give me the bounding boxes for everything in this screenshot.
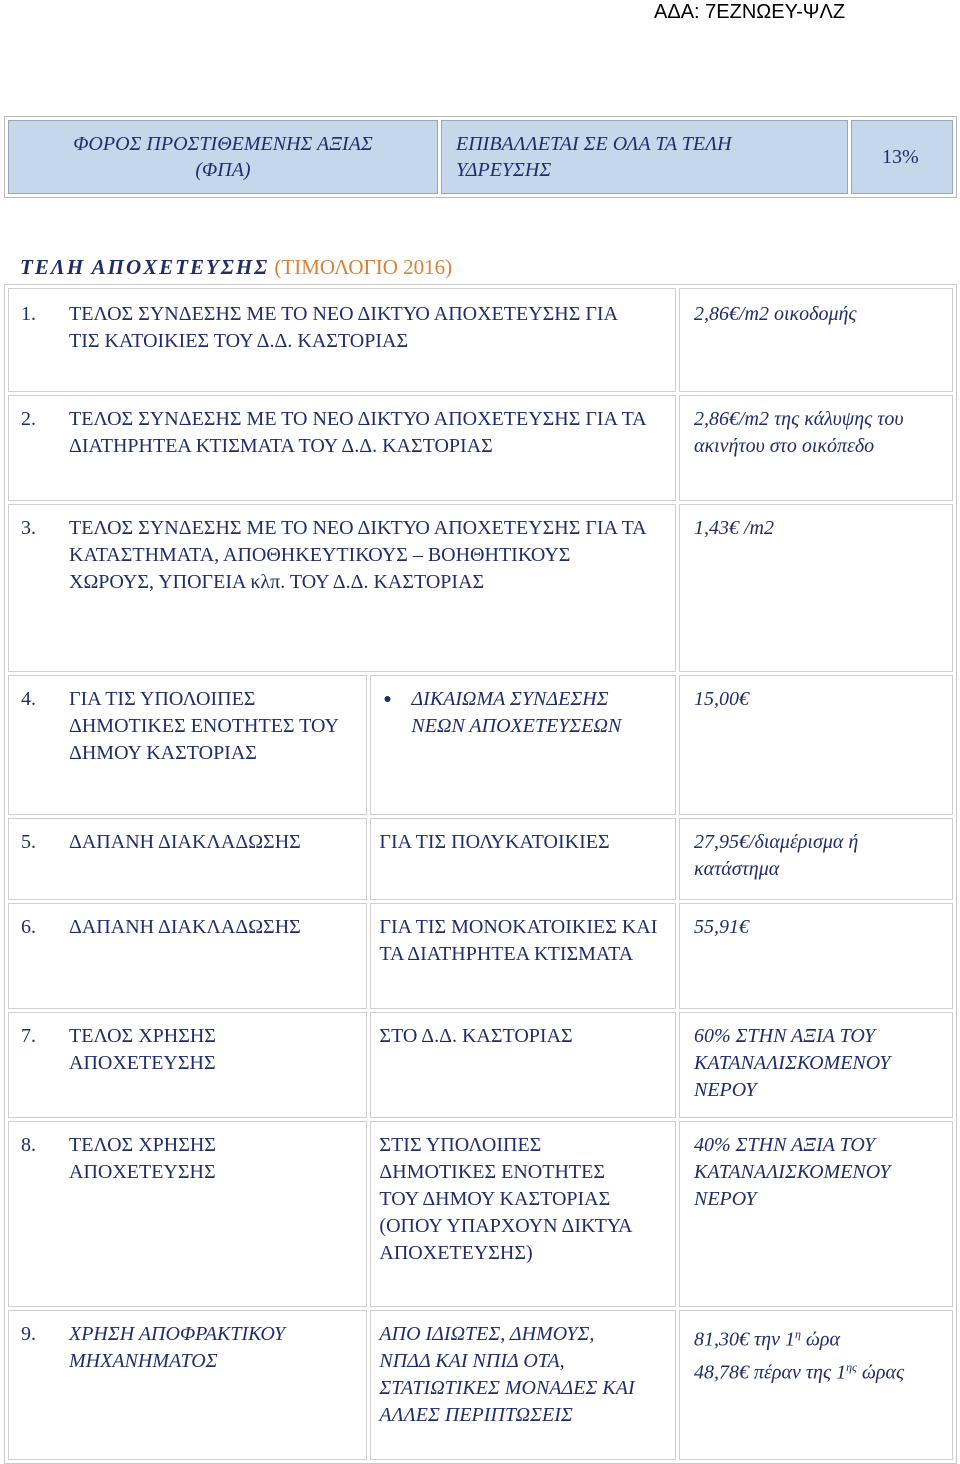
fee-label-cell [8, 903, 367, 1009]
fee-label-cell [8, 1012, 367, 1118]
fee-value: 2,86€/m2 οικοδομής [679, 288, 953, 392]
fee-value: 27,95€/διαμέρισμα ή κατάστημα [679, 818, 953, 900]
row-number: 2. [21, 408, 36, 430]
fee-detail: ΓΙΑ ΤΙΣ ΠΟΛΥΚΑΤΟΙΚΙΕΣ [370, 818, 676, 900]
fee-value [679, 1310, 953, 1460]
fee-value: 40% ΣΤΗΝ ΑΞΙΑ ΤΟΥ ΚΑΤΑΝΑΛΙΣΚΟΜΕΝΟΥ ΝΕΡΟΥ [679, 1121, 953, 1307]
row-number: 5. [21, 831, 36, 853]
fee-detail-cell [370, 1121, 676, 1307]
fee-label: ΔΑΠΑΝΗ ΔΙΑΚΛΑΔΩΣΗΣ [69, 831, 301, 853]
table-row [8, 903, 953, 1009]
fee-label-cell [8, 818, 367, 900]
row-number: 8. [21, 1134, 36, 1156]
section-title: ΤΕΛΗ ΑΠΟΧΕΤΕΥΣΗΣ [20, 255, 270, 279]
fee-value: 55,91€ [679, 903, 953, 1009]
row-number: 4. [21, 688, 36, 710]
fee-label: ΓΙΑ ΤΙΣ ΥΠΟΛΟΙΠΕΣ ΔΗΜΟΤΙΚΕΣ ΕΝΟΤΗΤΕΣ ΤΟΥ ΔΗΜΟΥ ΚΑΣΤΟΡΙΑΣ [69, 688, 339, 764]
fee-detail: ΑΠΟ ΙΔΙΩΤΕΣ, ΔΗΜΟΥΣ, ΝΠΔΔ ΚΑΙ ΝΠΙΔ ΟΤΑ, ΣΤΑΤΙΩΤΙΚΕΣ ΜΟΝΑΔΕΣ ΚΑΙ ΑΛΛΕΣ ΠΕΡΙΠΤΩΣΕΙΣ [379, 1323, 635, 1426]
vat-name: ΦΟΡΟΣ ΠΡΟΣΤΙΘΕΜΕΝΗΣ ΑΞΙΑΣ (ΦΠΑ) [8, 120, 438, 194]
vat-applies: ΕΠΙΒΑΛΛΕΤΑΙ ΣΕ ΟΛΑ ΤΑ ΤΕΛΗ ΥΔΡΕΥΣΗΣ [441, 120, 848, 194]
fee-label-cell [8, 1121, 367, 1307]
row-number: 1. [21, 303, 36, 325]
fee-detail-cell [370, 903, 676, 1009]
fee-detail: ΔΙΚΑΙΩΜΑ ΣΥΝΔΕΣΗΣ ΝΕΩΝ ΑΠΟΧΕΤΕΥΣΕΩΝ [411, 688, 622, 737]
table-row [8, 675, 953, 815]
fee-value: 15,00€ [679, 675, 953, 815]
fee-label: ΤΕΛΟΣ ΣΥΝΔΕΣΗΣ ΜΕ ΤΟ ΝΕΟ ΔΙΚΤΥΟ ΑΠΟΧΕΤΕΥΣΗΣ ΓΙΑ ΤΑ ΚΑΤΑΣΤΗΜΑΤΑ, ΑΠΟΘΗΚΕΥΤΙΚΟΥΣ – ΒΟΗΘΗΤΙΚΟΥΣ ΧΩΡΟΥΣ, ΥΠΟΓΕΙΑ κλπ. ΤΟΥ Δ.Δ. ΚΑΣΤΟΡΙΑΣ [69, 517, 646, 593]
fee-label-cell [8, 675, 367, 815]
table-row [8, 1310, 953, 1460]
row-number: 9. [21, 1323, 36, 1345]
fee-label: ΤΕΛΟΣ ΣΥΝΔΕΣΗΣ ΜΕ ΤΟ ΝΕΟ ΔΙΚΤΥΟ ΑΠΟΧΕΤΕΥΣΗΣ ΓΙΑ ΤΑ ΔΙΑΤΗΡΗΤΕΑ ΚΤΙΣΜΑΤΑ ΤΟΥ Δ.Δ. ΚΑΣΤΟΡΙΑΣ [69, 408, 646, 457]
fee-value-line1: 81,30€ την $1^\eta$ ώρα [694, 1327, 840, 1351]
fee-label: ΧΡΗΣΗ ΑΠΟΦΡΑΚΤΙΚΟΥ ΜΗΧΑΝΗΜΑΤΟΣ [69, 1323, 286, 1372]
vat-table [4, 116, 957, 198]
section-heading [20, 254, 452, 280]
fee-detail: ΣΤΙΣ ΥΠΟΛΟΙΠΕΣ ΔΗΜΟΤΙΚΕΣ ΕΝΟΤΗΤΕΣ ΤΟΥ ΔΗΜΟΥ ΚΑΣΤΟΡΙΑΣ (ΟΠΟΥ ΥΠΑΡΧΟΥΝ ΔΙΚΤΥΑ ΑΠΟΧΕΤΕΥΣΗΣ) [379, 1134, 632, 1264]
fee-label-cell [8, 395, 676, 501]
table-row [8, 1012, 953, 1118]
fee-label-cell [8, 1310, 367, 1460]
fee-label: ΤΕΛΟΣ ΧΡΗΣΗΣ ΑΠΟΧΕΤΕΥΣΗΣ [69, 1025, 216, 1074]
fee-detail-cell [370, 675, 676, 815]
table-row [8, 818, 953, 900]
fee-detail: ΓΙΑ ΤΙΣ ΜΟΝΟΚΑΤΟΙΚΙΕΣ ΚΑΙ ΤΑ ΔΙΑΤΗΡΗΤΕΑ ΚΤΙΣΜΑΤΑ [379, 916, 658, 965]
bullet-icon: ● [383, 692, 392, 707]
row-number: 7. [21, 1025, 36, 1047]
table-row [8, 288, 953, 392]
fee-label-cell [8, 504, 676, 672]
vat-rate: 13% [851, 120, 953, 194]
ada-code: ΑΔΑ: 7ΕΖΝΩΕΥ-ΨΛΖ [654, 1, 846, 23]
fee-label-cell [8, 288, 676, 392]
fees-table [4, 284, 957, 1464]
row-number: 6. [21, 916, 36, 938]
fee-label: ΤΕΛΟΣ ΧΡΗΣΗΣ ΑΠΟΧΕΤΕΥΣΗΣ [69, 1134, 216, 1183]
table-row [8, 1121, 953, 1307]
fee-label: ΤΕΛΟΣ ΣΥΝΔΕΣΗΣ ΜΕ ΤΟ ΝΕΟ ΔΙΚΤΥΟ ΑΠΟΧΕΤΕΥΣΗΣ ΓΙΑ ΤΙΣ ΚΑΤΟΙΚΙΕΣ ΤΟΥ Δ.Δ. ΚΑΣΤΟΡΙΑΣ [69, 303, 617, 352]
table-row [8, 504, 953, 672]
section-subtitle: (ΤΙΜΟΛΟΓΙΟ 2016) [274, 255, 453, 279]
fee-value-line2: 48,78€ πέραν της $1^{\eta\varsigma}$ ώρας [694, 1359, 905, 1384]
fee-label: ΔΑΠΑΝΗ ΔΙΑΚΛΑΔΩΣΗΣ [69, 916, 301, 938]
row-number: 3. [21, 517, 36, 539]
fee-detail-cell [370, 1310, 676, 1460]
table-row [8, 395, 953, 501]
fee-value: 1,43€ /m2 [679, 504, 953, 672]
fee-detail: ΣΤΟ Δ.Δ. ΚΑΣΤΟΡΙΑΣ [370, 1012, 676, 1118]
fee-value: 60% ΣΤΗΝ ΑΞΙΑ ΤΟΥ ΚΑΤΑΝΑΛΙΣΚΟΜΕΝΟΥ ΝΕΡΟΥ [679, 1012, 953, 1118]
fee-value: 2,86€/m2 της κάλυψης του ακινήτου στο οικόπεδο [679, 395, 953, 501]
